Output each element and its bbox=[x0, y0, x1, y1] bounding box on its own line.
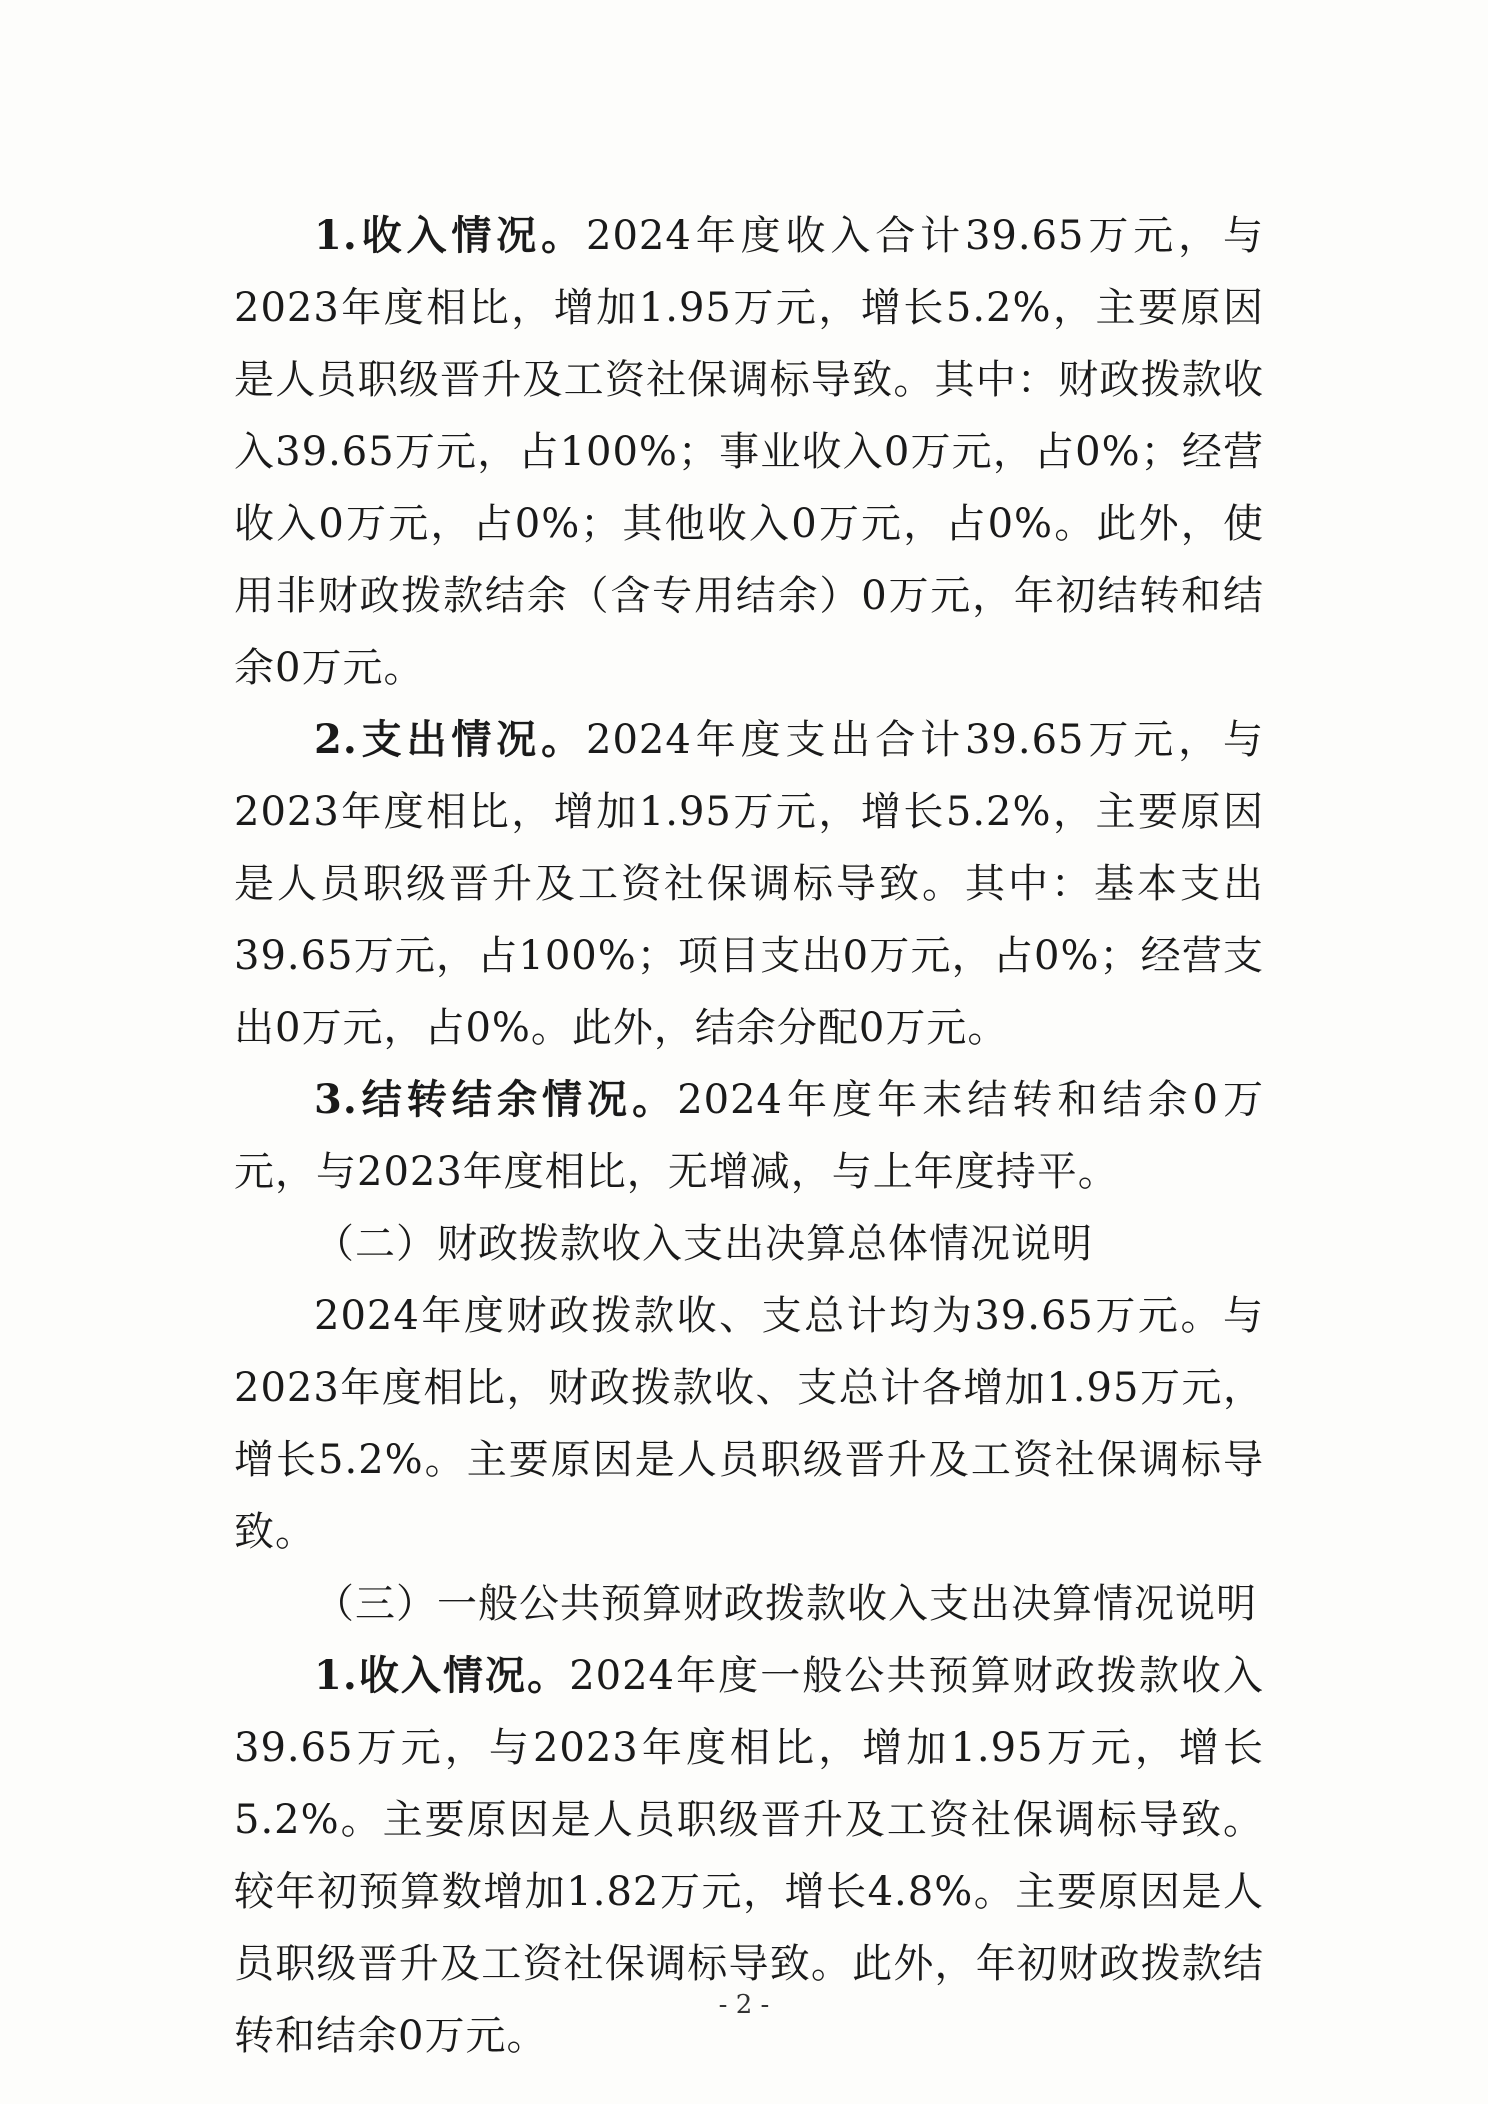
expense-heading: 2.支出情况。 bbox=[314, 716, 587, 763]
income-paragraph bbox=[234, 200, 1264, 704]
balance-paragraph bbox=[234, 1064, 1264, 1208]
income-text: 2024年度收入合计39.65万元，与2023年度相比，增加1.95万元，增长5.2%，主要原因是人员职级晋升及工资社保调标导致。其中：财政拨款收入39.65万元，占100%；事业收入0万元，占0%；经营收入0万元，占0%；其他收入0万元，占0%。此外，使用非财政拨款结余（含专用结余）0万元，年初结转和结余0万元。 bbox=[234, 213, 1264, 691]
balance-heading: 3.结转结余情况。 bbox=[314, 1076, 678, 1123]
page-number: - 2 - bbox=[718, 1990, 770, 2020]
document-body bbox=[234, 200, 1264, 2072]
expense-text: 2024年度支出合计39.65万元，与2023年度相比，增加1.95万元，增长5.2%，主要原因是人员职级晋升及工资社保调标导致。其中：基本支出39.65万元，占100%；项目支出0万元，占0%；经营支出0万元，占0%。此外，结余分配0万元。 bbox=[234, 717, 1264, 1051]
section-heading-2: （二）财政拨款收入支出决算总体情况说明 bbox=[314, 1221, 1093, 1267]
income-heading: 1.收入情况。 bbox=[314, 212, 587, 259]
expense-paragraph bbox=[234, 704, 1264, 1064]
section-2-paragraph: 2024年度财政拨款收、支总计均为39.65万元。与2023年度相比，财政拨款收、支总计各增加1.95万元，增长5.2%。主要原因是人员职级晋升及工资社保调标导致。 bbox=[234, 1293, 1264, 1555]
section-3-income-text: 2024年度一般公共预算财政拨款收入39.65万元，与2023年度相比，增加1.95万元，增长5.2%。主要原因是人员职级晋升及工资社保调标导致。较年初预算数增加1.82万元，增长4.8%。主要原因是人员职级晋升及工资社保调标导致。此外，年初财政拨款结转和结余0万元。 bbox=[234, 1653, 1265, 2059]
balance-text: 2024年度年末结转和结余0万元，与2023年度相比，无增减，与上年度持平。 bbox=[234, 1077, 1265, 1195]
section-3-income-heading: 1.收入情况。 bbox=[314, 1652, 570, 1699]
section-heading-3: （三）一般公共预算财政拨款收入支出决算情况说明 bbox=[314, 1581, 1257, 1627]
